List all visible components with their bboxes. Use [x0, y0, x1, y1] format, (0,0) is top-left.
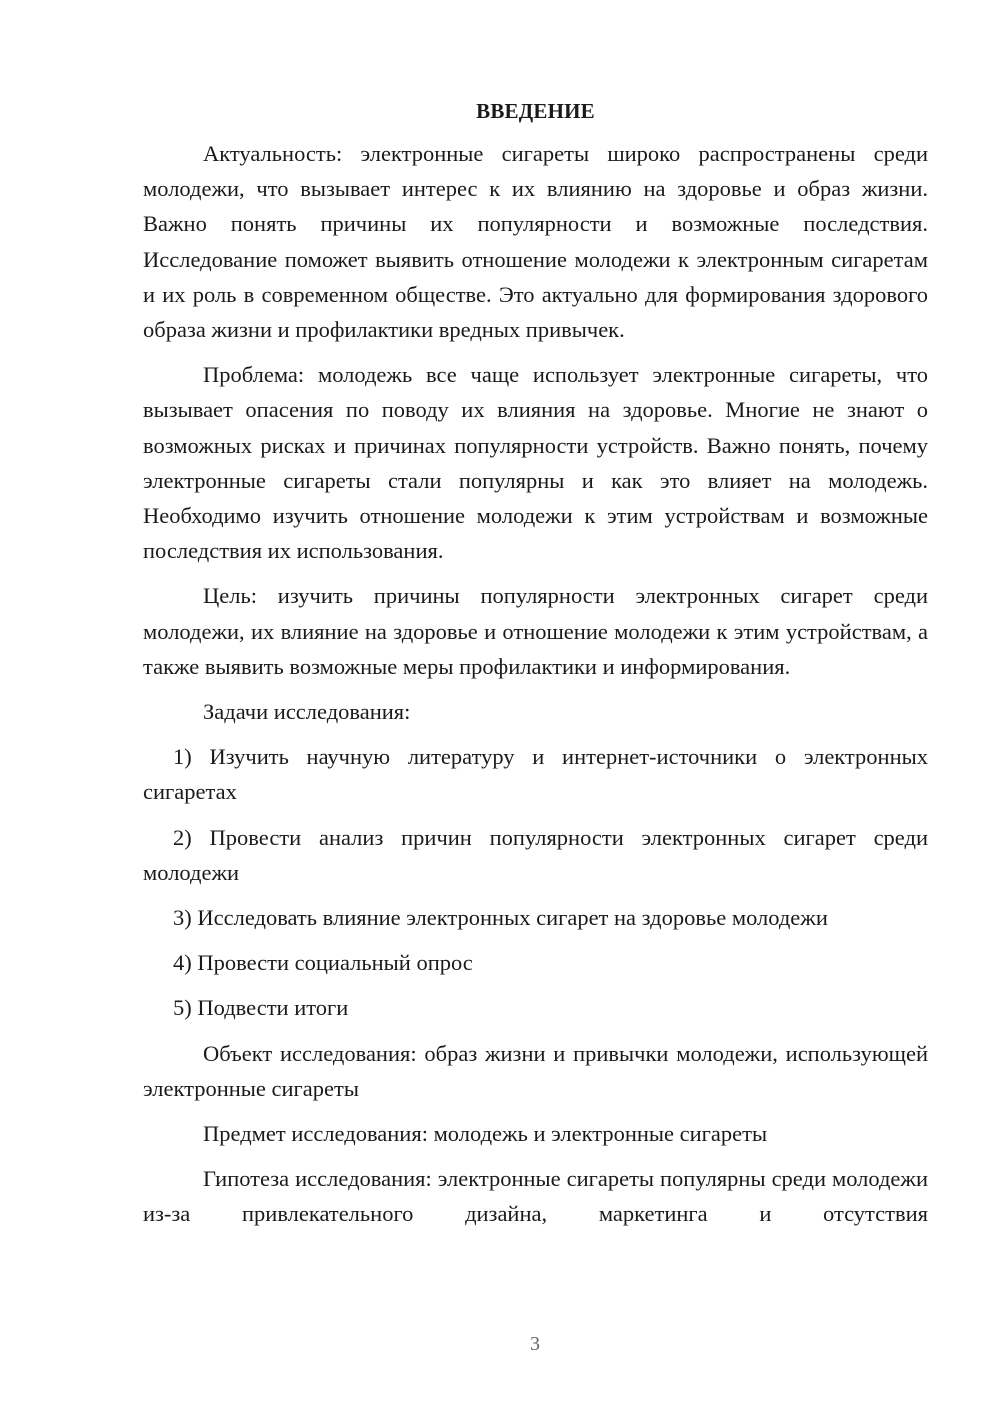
- paragraph-hypothesis: Гипотеза исследования: электронные сигареты популярны среди молодежи из-за привлекательного дизайна, маркетинга и отсутствия: [143, 1166, 928, 1227]
- task-item-3: 3) Исследовать влияние электронных сигарет на здоровье молодежи: [173, 905, 828, 931]
- task-item-1: 1) Изучить научную литературу и интернет-источники о электронных сигаретах: [143, 744, 928, 805]
- paragraph-relevance: Актуальность: электронные сигареты широко распространены среди молодежи, что вызывает интерес к их влиянию на здоровье и образ жизни. Важно понять причины их популярности и возможные последствия. Исследование поможет выявить отношение молодежи к электронным сигаретам и их роль в современном обществе. Это актуально для формирования здорового образа жизни и профилактики вредных привычек.: [143, 141, 928, 343]
- task-item-5: 5) Подвести итоги: [173, 995, 349, 1021]
- paragraph-object: Объект исследования: образ жизни и привычки молодежи, использующей электронные сигареты: [143, 1040, 928, 1101]
- task-item-4: 4) Провести социальный опрос: [173, 950, 473, 976]
- paragraph-goal: Цель: изучить причины популярности электронных сигарет среди молодежи, их влияние на здоровье и отношение молодежи к этим устройствам, а также выявить возможные меры профилактики и информирования.: [143, 583, 928, 679]
- section-title: ВВЕДЕНИЕ: [476, 99, 595, 123]
- task-item-2: 2) Провести анализ причин популярности электронных сигарет среди молодежи: [143, 824, 928, 885]
- paragraph-problem: Проблема: молодежь все чаще использует электронные сигареты, что вызывает опасения по поводу их влияния на здоровье. Многие не знают о возможных рисках и причинах популярности устройств. Важно понять, почему электронные сигареты стали популярны и как это влияет на молодежь. Необходимо изучить отношение молодежи к этим устройствам и возможные последствия их использования.: [143, 362, 928, 564]
- paragraph-subject: Предмет исследования: молодежь и электронные сигареты: [203, 1121, 768, 1147]
- page-number: 3: [530, 1333, 540, 1355]
- document-body: [143, 96, 928, 1232]
- paragraph-tasks-heading: Задачи исследования:: [203, 699, 411, 725]
